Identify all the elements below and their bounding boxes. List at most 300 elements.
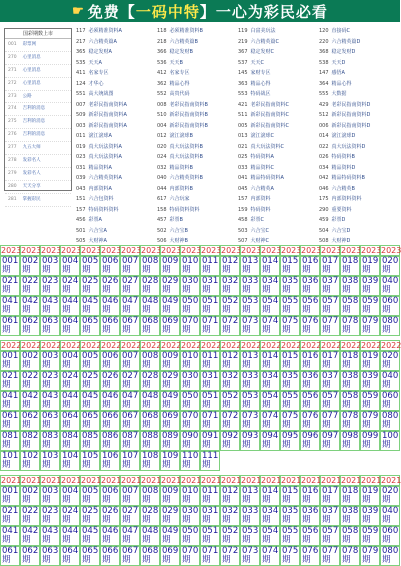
period-number[interactable]: 010 bbox=[182, 351, 199, 361]
period-number[interactable]: 056 bbox=[302, 526, 319, 536]
link-item[interactable] bbox=[238, 37, 319, 48]
period-number[interactable]: 054 bbox=[262, 296, 279, 306]
period-number[interactable]: 062 bbox=[22, 546, 39, 556]
period-link[interactable] bbox=[340, 296, 360, 316]
link-item[interactable] bbox=[238, 184, 319, 195]
link-label[interactable]: 家财专区 bbox=[250, 70, 271, 76]
sidebar-item[interactable] bbox=[5, 65, 71, 78]
period-link[interactable] bbox=[0, 451, 20, 471]
period-link[interactable] bbox=[280, 391, 300, 411]
period-link[interactable] bbox=[0, 296, 20, 316]
sidebar-item-label[interactable]: 发彩名人 bbox=[22, 158, 41, 164]
link-item[interactable] bbox=[238, 110, 319, 121]
link-label[interactable]: 必须精准资料B bbox=[169, 28, 203, 34]
link-item[interactable] bbox=[319, 47, 400, 58]
period-link[interactable] bbox=[260, 506, 280, 526]
period-number[interactable]: 078 bbox=[342, 316, 359, 326]
period-link[interactable] bbox=[100, 411, 120, 431]
period-link[interactable] bbox=[20, 506, 40, 526]
period-link[interactable] bbox=[220, 411, 240, 431]
period-number[interactable]: 060 bbox=[382, 391, 399, 401]
period-number[interactable]: 031 bbox=[202, 276, 219, 286]
period-link[interactable] bbox=[160, 546, 180, 566]
link-item[interactable] bbox=[157, 89, 238, 100]
period-number[interactable]: 052 bbox=[222, 391, 239, 401]
link-label[interactable]: 内部资料 bbox=[250, 196, 271, 202]
period-link[interactable] bbox=[300, 316, 320, 336]
period-link[interactable] bbox=[100, 256, 120, 276]
period-number[interactable]: 021 bbox=[2, 276, 19, 286]
period-number[interactable]: 083 bbox=[42, 431, 59, 441]
period-number[interactable]: 035 bbox=[282, 506, 299, 516]
period-link[interactable] bbox=[40, 316, 60, 336]
period-link[interactable] bbox=[20, 316, 40, 336]
link-item[interactable] bbox=[319, 142, 400, 153]
period-number[interactable]: 092 bbox=[222, 431, 239, 441]
link-label[interactable]: 新彩民指南资料B bbox=[169, 112, 208, 118]
link-label[interactable]: 天天D bbox=[331, 59, 346, 66]
link-label[interactable]: 新彩民指南资料A bbox=[88, 112, 127, 118]
link-label[interactable]: 真大玩法资料A bbox=[88, 143, 122, 150]
period-number[interactable]: 003 bbox=[42, 256, 59, 266]
link-item[interactable] bbox=[157, 58, 238, 69]
period-link[interactable] bbox=[240, 351, 260, 371]
link-label[interactable]: 彩票A bbox=[88, 217, 102, 223]
period-number[interactable]: 110 bbox=[182, 451, 199, 461]
period-number[interactable]: 069 bbox=[162, 546, 179, 556]
period-link[interactable] bbox=[180, 431, 200, 451]
period-link[interactable] bbox=[100, 316, 120, 336]
link-label[interactable]: 彩票D bbox=[331, 217, 346, 223]
period-number[interactable]: 029 bbox=[162, 371, 179, 381]
period-link[interactable] bbox=[60, 276, 80, 296]
link-label[interactable]: 新彩民指南资料C bbox=[250, 122, 290, 129]
period-link[interactable] bbox=[60, 351, 80, 371]
period-link[interactable] bbox=[80, 506, 100, 526]
link-label[interactable]: 六合精英B bbox=[331, 185, 355, 192]
period-link[interactable] bbox=[240, 276, 260, 296]
period-number[interactable]: 090 bbox=[182, 431, 199, 441]
sidebar-item[interactable] bbox=[5, 116, 71, 129]
period-number[interactable]: 030 bbox=[182, 371, 199, 381]
period-number[interactable]: 028 bbox=[142, 371, 159, 381]
period-number[interactable]: 054 bbox=[262, 391, 279, 401]
period-link[interactable] bbox=[340, 546, 360, 566]
period-link[interactable] bbox=[320, 391, 340, 411]
period-link[interactable] bbox=[80, 431, 100, 451]
period-link[interactable] bbox=[300, 391, 320, 411]
period-number[interactable]: 039 bbox=[362, 506, 379, 516]
period-link[interactable] bbox=[260, 546, 280, 566]
link-label[interactable]: 彩票C bbox=[250, 217, 265, 223]
link-item[interactable] bbox=[319, 68, 400, 79]
link-item[interactable] bbox=[238, 215, 319, 226]
link-item[interactable] bbox=[238, 194, 319, 205]
link-item[interactable] bbox=[238, 100, 319, 111]
period-link[interactable] bbox=[60, 256, 80, 276]
link-item[interactable] bbox=[76, 184, 157, 195]
period-number[interactable]: 079 bbox=[362, 546, 379, 556]
period-number[interactable]: 029 bbox=[162, 506, 179, 516]
period-link[interactable] bbox=[180, 391, 200, 411]
period-number[interactable]: 006 bbox=[102, 486, 119, 496]
period-link[interactable] bbox=[340, 506, 360, 526]
period-number[interactable]: 070 bbox=[182, 546, 199, 556]
period-link[interactable] bbox=[120, 451, 140, 471]
period-link[interactable] bbox=[240, 316, 260, 336]
period-link[interactable] bbox=[160, 276, 180, 296]
period-number[interactable]: 057 bbox=[322, 526, 339, 536]
period-link[interactable] bbox=[40, 276, 60, 296]
link-label[interactable]: 大财神D bbox=[331, 238, 351, 244]
period-number[interactable]: 099 bbox=[362, 431, 379, 441]
period-number[interactable]: 008 bbox=[142, 351, 159, 361]
period-number[interactable]: 006 bbox=[102, 256, 119, 266]
period-number[interactable]: 053 bbox=[242, 526, 259, 536]
period-link[interactable] bbox=[220, 391, 240, 411]
period-link[interactable] bbox=[220, 371, 240, 391]
link-item[interactable] bbox=[76, 26, 157, 37]
period-number[interactable]: 073 bbox=[242, 411, 259, 421]
period-number[interactable]: 060 bbox=[382, 526, 399, 536]
link-item[interactable] bbox=[76, 131, 157, 142]
link-label[interactable]: 滚江滚球D bbox=[331, 133, 356, 139]
period-number[interactable]: 093 bbox=[242, 431, 259, 441]
period-link[interactable] bbox=[320, 276, 340, 296]
period-number[interactable]: 034 bbox=[262, 276, 279, 286]
period-number[interactable]: 008 bbox=[142, 256, 159, 266]
period-link[interactable] bbox=[180, 546, 200, 566]
period-link[interactable] bbox=[340, 431, 360, 451]
period-link[interactable] bbox=[200, 256, 220, 276]
period-number[interactable]: 055 bbox=[282, 296, 299, 306]
period-link[interactable] bbox=[0, 276, 20, 296]
period-number[interactable]: 041 bbox=[2, 296, 19, 306]
link-item[interactable] bbox=[238, 173, 319, 184]
period-number[interactable]: 017 bbox=[322, 351, 339, 361]
period-number[interactable]: 033 bbox=[242, 506, 259, 516]
link-label[interactable]: 老彩民指南资料B bbox=[169, 101, 208, 108]
period-link[interactable] bbox=[140, 256, 160, 276]
link-item[interactable] bbox=[319, 37, 400, 48]
link-item[interactable] bbox=[319, 79, 400, 90]
link-label[interactable]: 六合精英A bbox=[250, 185, 274, 192]
link-item[interactable] bbox=[238, 26, 319, 37]
period-link[interactable] bbox=[360, 506, 380, 526]
period-link[interactable] bbox=[160, 316, 180, 336]
period-link[interactable] bbox=[80, 546, 100, 566]
period-link[interactable] bbox=[40, 411, 60, 431]
link-item[interactable] bbox=[157, 226, 238, 237]
link-item[interactable] bbox=[157, 47, 238, 58]
link-label[interactable]: 特码资料 bbox=[250, 206, 271, 213]
period-number[interactable]: 071 bbox=[202, 546, 219, 556]
period-link[interactable] bbox=[0, 486, 20, 506]
period-link[interactable] bbox=[320, 256, 340, 276]
link-item[interactable] bbox=[76, 236, 157, 247]
period-link[interactable] bbox=[320, 296, 340, 316]
link-label[interactable]: 六合包资料 bbox=[88, 196, 114, 202]
period-number[interactable]: 082 bbox=[22, 431, 39, 441]
period-number[interactable]: 060 bbox=[382, 296, 399, 306]
period-link[interactable] bbox=[80, 391, 100, 411]
link-item[interactable] bbox=[319, 184, 400, 195]
period-number[interactable]: 017 bbox=[322, 486, 339, 496]
period-link[interactable] bbox=[100, 486, 120, 506]
link-item[interactable] bbox=[319, 121, 400, 132]
period-link[interactable] bbox=[380, 391, 400, 411]
period-number[interactable]: 004 bbox=[62, 256, 79, 266]
period-number[interactable]: 026 bbox=[102, 276, 119, 286]
period-number[interactable]: 023 bbox=[42, 276, 59, 286]
period-number[interactable]: 064 bbox=[62, 316, 79, 326]
period-number[interactable]: 023 bbox=[42, 506, 59, 516]
period-link[interactable] bbox=[120, 411, 140, 431]
period-link[interactable] bbox=[60, 451, 80, 471]
period-number[interactable]: 049 bbox=[162, 296, 179, 306]
sidebar-item-label[interactable]: 公路 bbox=[22, 93, 32, 99]
period-number[interactable]: 031 bbox=[202, 371, 219, 381]
period-link[interactable] bbox=[100, 526, 120, 546]
period-link[interactable] bbox=[140, 431, 160, 451]
link-item[interactable] bbox=[157, 194, 238, 205]
period-number[interactable]: 061 bbox=[2, 546, 19, 556]
period-number[interactable]: 030 bbox=[182, 506, 199, 516]
sidebar-item-label[interactable]: 心里消息 bbox=[22, 80, 41, 86]
period-number[interactable]: 075 bbox=[282, 546, 299, 556]
period-number[interactable]: 035 bbox=[282, 371, 299, 381]
period-number[interactable]: 035 bbox=[282, 276, 299, 286]
link-item[interactable] bbox=[238, 47, 319, 58]
link-item[interactable] bbox=[319, 26, 400, 37]
period-link[interactable] bbox=[280, 546, 300, 566]
period-link[interactable] bbox=[120, 371, 140, 391]
period-number[interactable]: 069 bbox=[162, 316, 179, 326]
period-link[interactable] bbox=[20, 451, 40, 471]
period-number[interactable]: 018 bbox=[342, 486, 359, 496]
period-link[interactable] bbox=[180, 486, 200, 506]
link-item[interactable] bbox=[238, 205, 319, 216]
period-number[interactable]: 011 bbox=[202, 351, 219, 361]
period-number[interactable]: 018 bbox=[342, 256, 359, 266]
period-link[interactable] bbox=[360, 526, 380, 546]
period-link[interactable] bbox=[100, 351, 120, 371]
period-link[interactable] bbox=[40, 391, 60, 411]
period-link[interactable] bbox=[20, 546, 40, 566]
link-label[interactable]: 内部资料资料 bbox=[331, 196, 362, 202]
period-link[interactable] bbox=[180, 451, 200, 471]
link-item[interactable] bbox=[76, 110, 157, 121]
period-number[interactable]: 023 bbox=[42, 371, 59, 381]
period-link[interactable] bbox=[100, 451, 120, 471]
period-number[interactable]: 036 bbox=[302, 276, 319, 286]
link-label[interactable]: 重要资料 bbox=[331, 206, 352, 213]
period-number[interactable]: 001 bbox=[2, 486, 19, 496]
period-link[interactable] bbox=[240, 391, 260, 411]
period-number[interactable]: 062 bbox=[22, 411, 39, 421]
period-number[interactable]: 002 bbox=[22, 351, 39, 361]
period-link[interactable] bbox=[20, 276, 40, 296]
period-number[interactable]: 019 bbox=[362, 486, 379, 496]
period-number[interactable]: 036 bbox=[302, 371, 319, 381]
period-number[interactable]: 043 bbox=[42, 391, 59, 401]
link-label[interactable]: 大财神B bbox=[169, 238, 188, 244]
period-number[interactable]: 040 bbox=[382, 371, 399, 381]
link-item[interactable] bbox=[238, 152, 319, 163]
period-number[interactable]: 011 bbox=[202, 256, 219, 266]
period-link[interactable] bbox=[320, 486, 340, 506]
period-number[interactable]: 080 bbox=[382, 546, 399, 556]
period-number[interactable]: 041 bbox=[2, 526, 19, 536]
period-link[interactable] bbox=[240, 296, 260, 316]
period-link[interactable] bbox=[300, 431, 320, 451]
link-item[interactable] bbox=[319, 163, 400, 174]
period-link[interactable] bbox=[340, 256, 360, 276]
period-link[interactable] bbox=[200, 411, 220, 431]
period-link[interactable] bbox=[300, 296, 320, 316]
period-link[interactable] bbox=[100, 391, 120, 411]
link-label[interactable]: 六合玩家 bbox=[169, 196, 190, 202]
period-number[interactable]: 063 bbox=[42, 546, 59, 556]
period-link[interactable] bbox=[80, 371, 100, 391]
period-number[interactable]: 049 bbox=[162, 526, 179, 536]
period-link[interactable] bbox=[380, 486, 400, 506]
period-link[interactable] bbox=[40, 431, 60, 451]
link-item[interactable] bbox=[319, 110, 400, 121]
link-label[interactable]: 老彩民指南资料C bbox=[250, 101, 290, 108]
period-number[interactable]: 009 bbox=[162, 351, 179, 361]
link-label[interactable]: 精品心得 bbox=[169, 80, 190, 87]
period-link[interactable] bbox=[220, 546, 240, 566]
link-label[interactable]: 内部资料B bbox=[169, 185, 193, 192]
period-link[interactable] bbox=[260, 371, 280, 391]
period-number[interactable]: 065 bbox=[82, 316, 99, 326]
period-number[interactable]: 098 bbox=[342, 431, 359, 441]
period-number[interactable]: 058 bbox=[342, 391, 359, 401]
period-number[interactable]: 072 bbox=[222, 546, 239, 556]
period-link[interactable] bbox=[180, 506, 200, 526]
period-number[interactable]: 081 bbox=[2, 431, 19, 441]
period-link[interactable] bbox=[140, 276, 160, 296]
period-number[interactable]: 059 bbox=[362, 391, 379, 401]
period-link[interactable] bbox=[340, 391, 360, 411]
period-link[interactable] bbox=[360, 371, 380, 391]
link-item[interactable] bbox=[319, 58, 400, 69]
period-link[interactable] bbox=[40, 506, 60, 526]
link-label[interactable]: 特码资料资料 bbox=[169, 206, 200, 213]
period-link[interactable] bbox=[280, 431, 300, 451]
link-label[interactable]: 大财神C bbox=[250, 238, 270, 244]
sidebar-item-label[interactable]: 发彩名人 bbox=[22, 170, 41, 176]
period-link[interactable] bbox=[140, 451, 160, 471]
period-number[interactable]: 034 bbox=[262, 371, 279, 381]
period-number[interactable]: 076 bbox=[302, 316, 319, 326]
period-number[interactable]: 095 bbox=[282, 431, 299, 441]
period-link[interactable] bbox=[360, 546, 380, 566]
period-number[interactable]: 021 bbox=[2, 371, 19, 381]
period-link[interactable] bbox=[140, 296, 160, 316]
period-number[interactable]: 014 bbox=[262, 486, 279, 496]
link-label[interactable]: 精品资料B bbox=[169, 164, 193, 171]
period-number[interactable]: 039 bbox=[362, 371, 379, 381]
link-item[interactable] bbox=[76, 100, 157, 111]
period-number[interactable]: 070 bbox=[182, 316, 199, 326]
period-number[interactable]: 042 bbox=[22, 391, 39, 401]
link-item[interactable] bbox=[319, 205, 400, 216]
period-number[interactable]: 005 bbox=[82, 256, 99, 266]
link-label[interactable]: 天天A bbox=[88, 59, 102, 66]
link-item[interactable] bbox=[319, 194, 400, 205]
link-label[interactable]: 稳定发财B bbox=[169, 49, 193, 55]
period-link[interactable] bbox=[380, 256, 400, 276]
link-label[interactable]: 真大玩法资料B bbox=[169, 154, 203, 160]
period-number[interactable]: 072 bbox=[222, 316, 239, 326]
period-number[interactable]: 061 bbox=[2, 411, 19, 421]
period-number[interactable]: 064 bbox=[62, 546, 79, 556]
period-link[interactable] bbox=[200, 351, 220, 371]
link-label[interactable]: 特码资料资料 bbox=[88, 206, 119, 213]
period-link[interactable] bbox=[80, 316, 100, 336]
period-number[interactable]: 022 bbox=[22, 506, 39, 516]
period-link[interactable] bbox=[200, 391, 220, 411]
period-number[interactable]: 038 bbox=[342, 371, 359, 381]
sidebar-item-label[interactable]: 心里消息 bbox=[22, 67, 41, 73]
period-number[interactable]: 065 bbox=[82, 546, 99, 556]
period-number[interactable]: 100 bbox=[382, 431, 399, 441]
link-label[interactable]: 稳定发财D bbox=[331, 49, 356, 55]
period-number[interactable]: 019 bbox=[362, 256, 379, 266]
period-link[interactable] bbox=[40, 371, 60, 391]
period-link[interactable] bbox=[80, 451, 100, 471]
period-number[interactable]: 042 bbox=[22, 526, 39, 536]
period-number[interactable]: 014 bbox=[262, 351, 279, 361]
period-link[interactable] bbox=[40, 296, 60, 316]
period-number[interactable]: 012 bbox=[222, 351, 239, 361]
sidebar-item-label[interactable]: 心里消息 bbox=[22, 54, 41, 60]
period-link[interactable] bbox=[360, 316, 380, 336]
period-number[interactable]: 022 bbox=[22, 371, 39, 381]
period-number[interactable]: 076 bbox=[302, 411, 319, 421]
link-item[interactable] bbox=[76, 121, 157, 132]
period-link[interactable] bbox=[40, 486, 60, 506]
link-item[interactable] bbox=[76, 89, 157, 100]
period-link[interactable] bbox=[280, 526, 300, 546]
period-link[interactable] bbox=[200, 371, 220, 391]
period-link[interactable] bbox=[160, 296, 180, 316]
period-link[interactable] bbox=[20, 411, 40, 431]
period-link[interactable] bbox=[200, 546, 220, 566]
period-number[interactable]: 004 bbox=[62, 486, 79, 496]
link-label[interactable]: 名家专区 bbox=[88, 70, 109, 76]
link-label[interactable]: 精品特码资料B bbox=[331, 175, 365, 181]
period-number[interactable]: 079 bbox=[362, 411, 379, 421]
period-link[interactable] bbox=[260, 296, 280, 316]
period-link[interactable] bbox=[20, 296, 40, 316]
period-link[interactable] bbox=[320, 371, 340, 391]
period-number[interactable]: 047 bbox=[122, 526, 139, 536]
period-number[interactable]: 102 bbox=[22, 451, 39, 461]
period-number[interactable]: 085 bbox=[82, 431, 99, 441]
link-label[interactable]: 天天C bbox=[250, 59, 265, 66]
period-number[interactable]: 044 bbox=[62, 391, 79, 401]
period-number[interactable]: 075 bbox=[282, 316, 299, 326]
period-number[interactable]: 084 bbox=[62, 431, 79, 441]
link-label[interactable]: 滚江滚球C bbox=[250, 133, 275, 139]
period-number[interactable]: 066 bbox=[102, 411, 119, 421]
period-number[interactable]: 079 bbox=[362, 316, 379, 326]
period-number[interactable]: 002 bbox=[22, 486, 39, 496]
period-link[interactable] bbox=[140, 371, 160, 391]
